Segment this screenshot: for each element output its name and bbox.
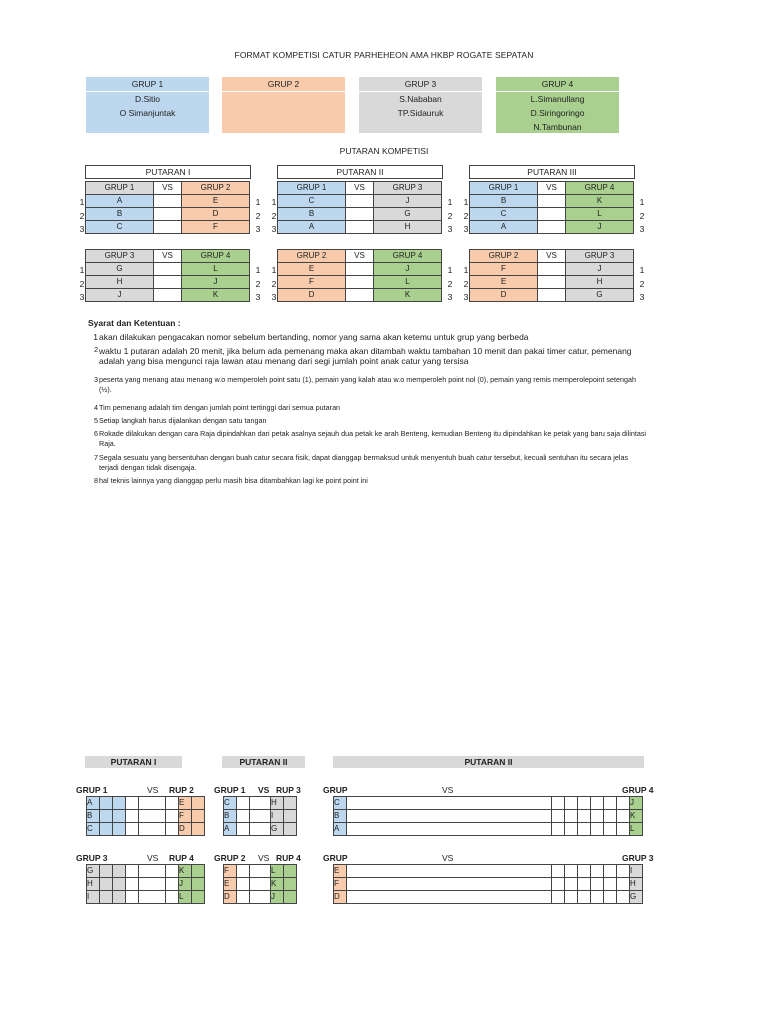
vs-label: VS xyxy=(154,182,182,195)
right-group: GRUP 3 xyxy=(374,182,442,195)
rule-item: 3 peserta yang menang atau menang w.o memperoleh point satu (1), pemain yang kalah atau w.o memperoleh point nol (0), pemain yang remis memperolepoint setengah (½). xyxy=(94,375,636,394)
row-number: 1 xyxy=(639,197,645,207)
lower-vs: VS xyxy=(442,785,454,795)
player-cell: G xyxy=(271,823,284,836)
group-4-member: D.Siringoringo xyxy=(530,108,585,118)
row-number: 3 xyxy=(255,292,261,302)
right-group: GRUP 3 xyxy=(566,250,634,263)
row-number: 2 xyxy=(271,278,277,289)
player-cell: J xyxy=(271,891,284,904)
round-1-title: PUTARAN I xyxy=(85,165,251,179)
player-cell: E xyxy=(470,276,538,289)
rules-section xyxy=(88,318,648,489)
vs-label: VS xyxy=(346,182,374,195)
page-title: FORMAT KOMPETISI CATUR PARHEHEON AMA HKBP ROGATE SEPATAN xyxy=(234,50,534,60)
row-number: 1 xyxy=(255,197,261,207)
group-1-member: O Simanjuntak xyxy=(119,108,176,118)
row-number: 2 xyxy=(271,210,277,221)
lower-vs: VS xyxy=(258,785,270,795)
player-cell: K xyxy=(566,195,634,208)
lower-vs: VS xyxy=(147,785,159,795)
left-group: GRUP 2 xyxy=(470,250,538,263)
player-cell: E xyxy=(182,195,250,208)
round-3-title: PUTARAN III xyxy=(469,165,635,179)
player-cell: D xyxy=(182,208,250,221)
right-group: GRUP 4 xyxy=(566,182,634,195)
player-cell: H xyxy=(566,276,634,289)
lower-label: GRUP xyxy=(323,853,348,863)
row-number: 2 xyxy=(639,278,645,289)
player-cell: C xyxy=(278,195,346,208)
row-number: 2 xyxy=(447,210,453,221)
row-number: 3 xyxy=(639,292,645,302)
match-table-r2-b xyxy=(277,249,442,302)
lower-vs: VS xyxy=(442,853,454,863)
row-number: 1 xyxy=(255,265,261,275)
row-number: 1 xyxy=(463,265,469,275)
lower-table-p3-bottom xyxy=(333,864,643,904)
player-cell: B xyxy=(224,810,237,823)
player-cell: C xyxy=(86,221,154,234)
lower-header-1: PUTARAN I xyxy=(85,756,182,768)
player-cell: D xyxy=(278,289,346,302)
row-number: 3 xyxy=(79,292,85,302)
player-cell: K xyxy=(374,289,442,302)
row-number: 3 xyxy=(447,292,453,302)
lower-table-p1-bottom xyxy=(86,864,205,904)
player-cell: J xyxy=(374,195,442,208)
player-cell: C xyxy=(87,823,100,836)
player-cell: K xyxy=(182,289,250,302)
player-cell: H xyxy=(630,878,643,891)
lower-header-2: PUTARAN II xyxy=(222,756,305,768)
group-1-member: D.Sitio xyxy=(134,94,161,104)
player-cell: L xyxy=(271,865,284,878)
row-number: 1 xyxy=(447,197,453,207)
lower-vs: VS xyxy=(258,853,270,863)
player-cell: J xyxy=(566,263,634,276)
row-number: 1 xyxy=(271,197,277,207)
lower-table-p2-bottom xyxy=(223,864,297,904)
match-table-r1-a xyxy=(85,181,250,234)
player-cell: A xyxy=(224,823,237,836)
row-number: 2 xyxy=(463,278,469,289)
row-number: 2 xyxy=(639,210,645,221)
player-cell: C xyxy=(334,797,347,810)
player-cell: J xyxy=(374,263,442,276)
lower-label: RUP 3 xyxy=(276,785,301,795)
player-cell: A xyxy=(334,823,347,836)
group-4-member: N.Tambunan xyxy=(533,122,582,132)
player-cell: F xyxy=(470,263,538,276)
rule-item: 1 akan dilakukan pengacakan nomor sebelum bertanding, nomor yang sama akan ketemu untuk grup yang berbeda xyxy=(93,332,529,342)
row-number: 3 xyxy=(79,224,85,234)
lower-label: RUP 4 xyxy=(276,853,301,863)
rule-item: 4 Tim pemenang adalah tim dengan jumlah point tertinggi dari semua putaran xyxy=(94,403,341,412)
player-cell: I xyxy=(271,810,284,823)
group-card-1 xyxy=(86,77,209,133)
lower-label: GRUP 3 xyxy=(76,853,108,863)
player-cell: A xyxy=(86,195,154,208)
player-cell: D xyxy=(470,289,538,302)
rule-item: 5 Setiap langkah harus dijalankan dengan satu tangan xyxy=(94,416,267,425)
row-number: 1 xyxy=(447,265,453,275)
group-3-name: GRUP 3 xyxy=(359,77,482,92)
lower-label: GRUP 3 xyxy=(622,853,654,863)
player-cell: F xyxy=(278,276,346,289)
player-cell: E xyxy=(179,797,192,810)
lower-label: GRUP xyxy=(323,785,348,795)
match-table-r3-b xyxy=(469,249,634,302)
player-cell: L xyxy=(630,823,643,836)
player-cell: L xyxy=(374,276,442,289)
left-group: GRUP 1 xyxy=(470,182,538,195)
row-number: 2 xyxy=(447,278,453,289)
player-cell: G xyxy=(566,289,634,302)
rules-heading: Syarat dan Ketentuan : xyxy=(88,318,181,328)
lower-table-p2-top xyxy=(223,796,297,836)
player-cell: E xyxy=(224,878,237,891)
right-group: GRUP 2 xyxy=(182,182,250,195)
player-cell: I xyxy=(630,865,643,878)
lower-header-3: PUTARAN II xyxy=(333,756,644,768)
player-cell: B xyxy=(278,208,346,221)
left-group: GRUP 3 xyxy=(86,250,154,263)
left-group: GRUP 1 xyxy=(86,182,154,195)
player-cell: I xyxy=(87,891,100,904)
row-number: 3 xyxy=(639,224,645,234)
rule-item: 8 hal teknis lainnya yang dianggap perlu masih bisa ditambahkan lagi ke point point ini xyxy=(94,476,368,485)
vs-label: VS xyxy=(346,250,374,263)
group-3-member: TP.Sidauruk xyxy=(397,108,444,118)
lower-table-p1-top xyxy=(86,796,205,836)
round-2-title: PUTARAN II xyxy=(277,165,443,179)
lower-vs: VS xyxy=(147,853,159,863)
player-cell: B xyxy=(86,208,154,221)
player-cell: J xyxy=(86,289,154,302)
player-cell: L xyxy=(182,263,250,276)
lower-label: GRUP 1 xyxy=(214,785,246,795)
left-group: GRUP 2 xyxy=(278,250,346,263)
player-cell: C xyxy=(470,208,538,221)
player-cell: K xyxy=(179,865,192,878)
player-cell: K xyxy=(271,878,284,891)
match-table-r3-a xyxy=(469,181,634,234)
left-group: GRUP 1 xyxy=(278,182,346,195)
right-group: GRUP 4 xyxy=(374,250,442,263)
player-cell: J xyxy=(182,276,250,289)
lower-label: RUP 4 xyxy=(169,853,194,863)
row-number: 1 xyxy=(639,265,645,275)
row-number: 2 xyxy=(255,278,261,289)
player-cell: H xyxy=(271,797,284,810)
row-number: 3 xyxy=(447,224,453,234)
row-number: 3 xyxy=(255,224,261,234)
row-number: 1 xyxy=(79,197,85,207)
group-4-member: L.Simanullang xyxy=(530,94,585,104)
player-cell: F xyxy=(334,878,347,891)
player-cell: L xyxy=(179,891,192,904)
player-cell: B xyxy=(87,810,100,823)
player-cell: H xyxy=(87,878,100,891)
player-cell: G xyxy=(374,208,442,221)
putaran-title: PUTARAN KOMPETISI xyxy=(339,146,429,156)
player-cell: B xyxy=(470,195,538,208)
player-cell: H xyxy=(374,221,442,234)
player-cell: E xyxy=(334,865,347,878)
row-number: 3 xyxy=(271,292,277,302)
player-cell: F xyxy=(179,810,192,823)
rule-item: 6 Rokade dilakukan dengan cara Raja dipindahkan dari petak asalnya sejauh dua petak ke arah Benteng, kemudian Benteng itu dipindahkan ke petak yang baru saja dilintasi Raja. xyxy=(94,429,647,448)
player-cell: F xyxy=(182,221,250,234)
group-3-member: S.Nababan xyxy=(399,94,442,104)
player-cell: F xyxy=(224,865,237,878)
group-4-name: GRUP 4 xyxy=(496,77,619,92)
lower-label: RUP 2 xyxy=(169,785,194,795)
player-cell: D xyxy=(224,891,237,904)
player-cell: J xyxy=(630,797,643,810)
rule-item: 7 Segala sesuatu yang bersentuhan dengan buah catur secara fisik, dapat dianggap bermaksud untuk menyentuh buah catur tersebut, kecuali sentuhan itu secara jelas terjadi dengan tidak disengaja. xyxy=(94,453,629,472)
row-number: 3 xyxy=(271,224,277,234)
player-cell: L xyxy=(566,208,634,221)
group-2-name: GRUP 2 xyxy=(222,77,345,92)
player-cell: G xyxy=(86,263,154,276)
player-cell: A xyxy=(470,221,538,234)
vs-label: VS xyxy=(538,250,566,263)
lower-table-p3-top xyxy=(333,796,643,836)
row-number: 2 xyxy=(463,210,469,221)
player-cell: J xyxy=(566,221,634,234)
row-number: 2 xyxy=(255,210,261,221)
row-number: 3 xyxy=(463,292,469,302)
group-card-2 xyxy=(222,77,345,133)
row-number: 3 xyxy=(463,224,469,234)
player-cell: A xyxy=(278,221,346,234)
group-card-4 xyxy=(496,77,619,133)
player-cell: D xyxy=(334,891,347,904)
player-cell: K xyxy=(630,810,643,823)
player-cell: J xyxy=(179,878,192,891)
match-table-r1-b xyxy=(85,249,250,302)
row-number: 2 xyxy=(79,278,85,289)
player-cell: E xyxy=(278,263,346,276)
rule-item: 2 waktu 1 putaran adalah 20 menit, jika belum ada pemenang maka akan ditambah waktu tambahan 10 menit dan pakai timer catur, pemenang adalah yang bisa mengunci raja lawan atau menang dari segi jumlah point anak catur yang tersisa xyxy=(94,346,632,366)
match-table-r2-a xyxy=(277,181,442,234)
row-number: 1 xyxy=(79,265,85,275)
row-number: 1 xyxy=(463,197,469,207)
player-cell: H xyxy=(86,276,154,289)
player-cell: A xyxy=(87,797,100,810)
player-cell: B xyxy=(334,810,347,823)
lower-label: GRUP 2 xyxy=(214,853,246,863)
vs-label: VS xyxy=(154,250,182,263)
player-cell: D xyxy=(179,823,192,836)
group-1-name: GRUP 1 xyxy=(86,77,209,92)
group-card-3 xyxy=(359,77,482,133)
lower-label: GRUP 4 xyxy=(622,785,654,795)
vs-label: VS xyxy=(538,182,566,195)
player-cell: C xyxy=(224,797,237,810)
lower-label: GRUP 1 xyxy=(76,785,108,795)
row-number: 2 xyxy=(79,210,85,221)
right-group: GRUP 4 xyxy=(182,250,250,263)
player-cell: G xyxy=(87,865,100,878)
row-number: 1 xyxy=(271,265,277,275)
player-cell: G xyxy=(630,891,643,904)
